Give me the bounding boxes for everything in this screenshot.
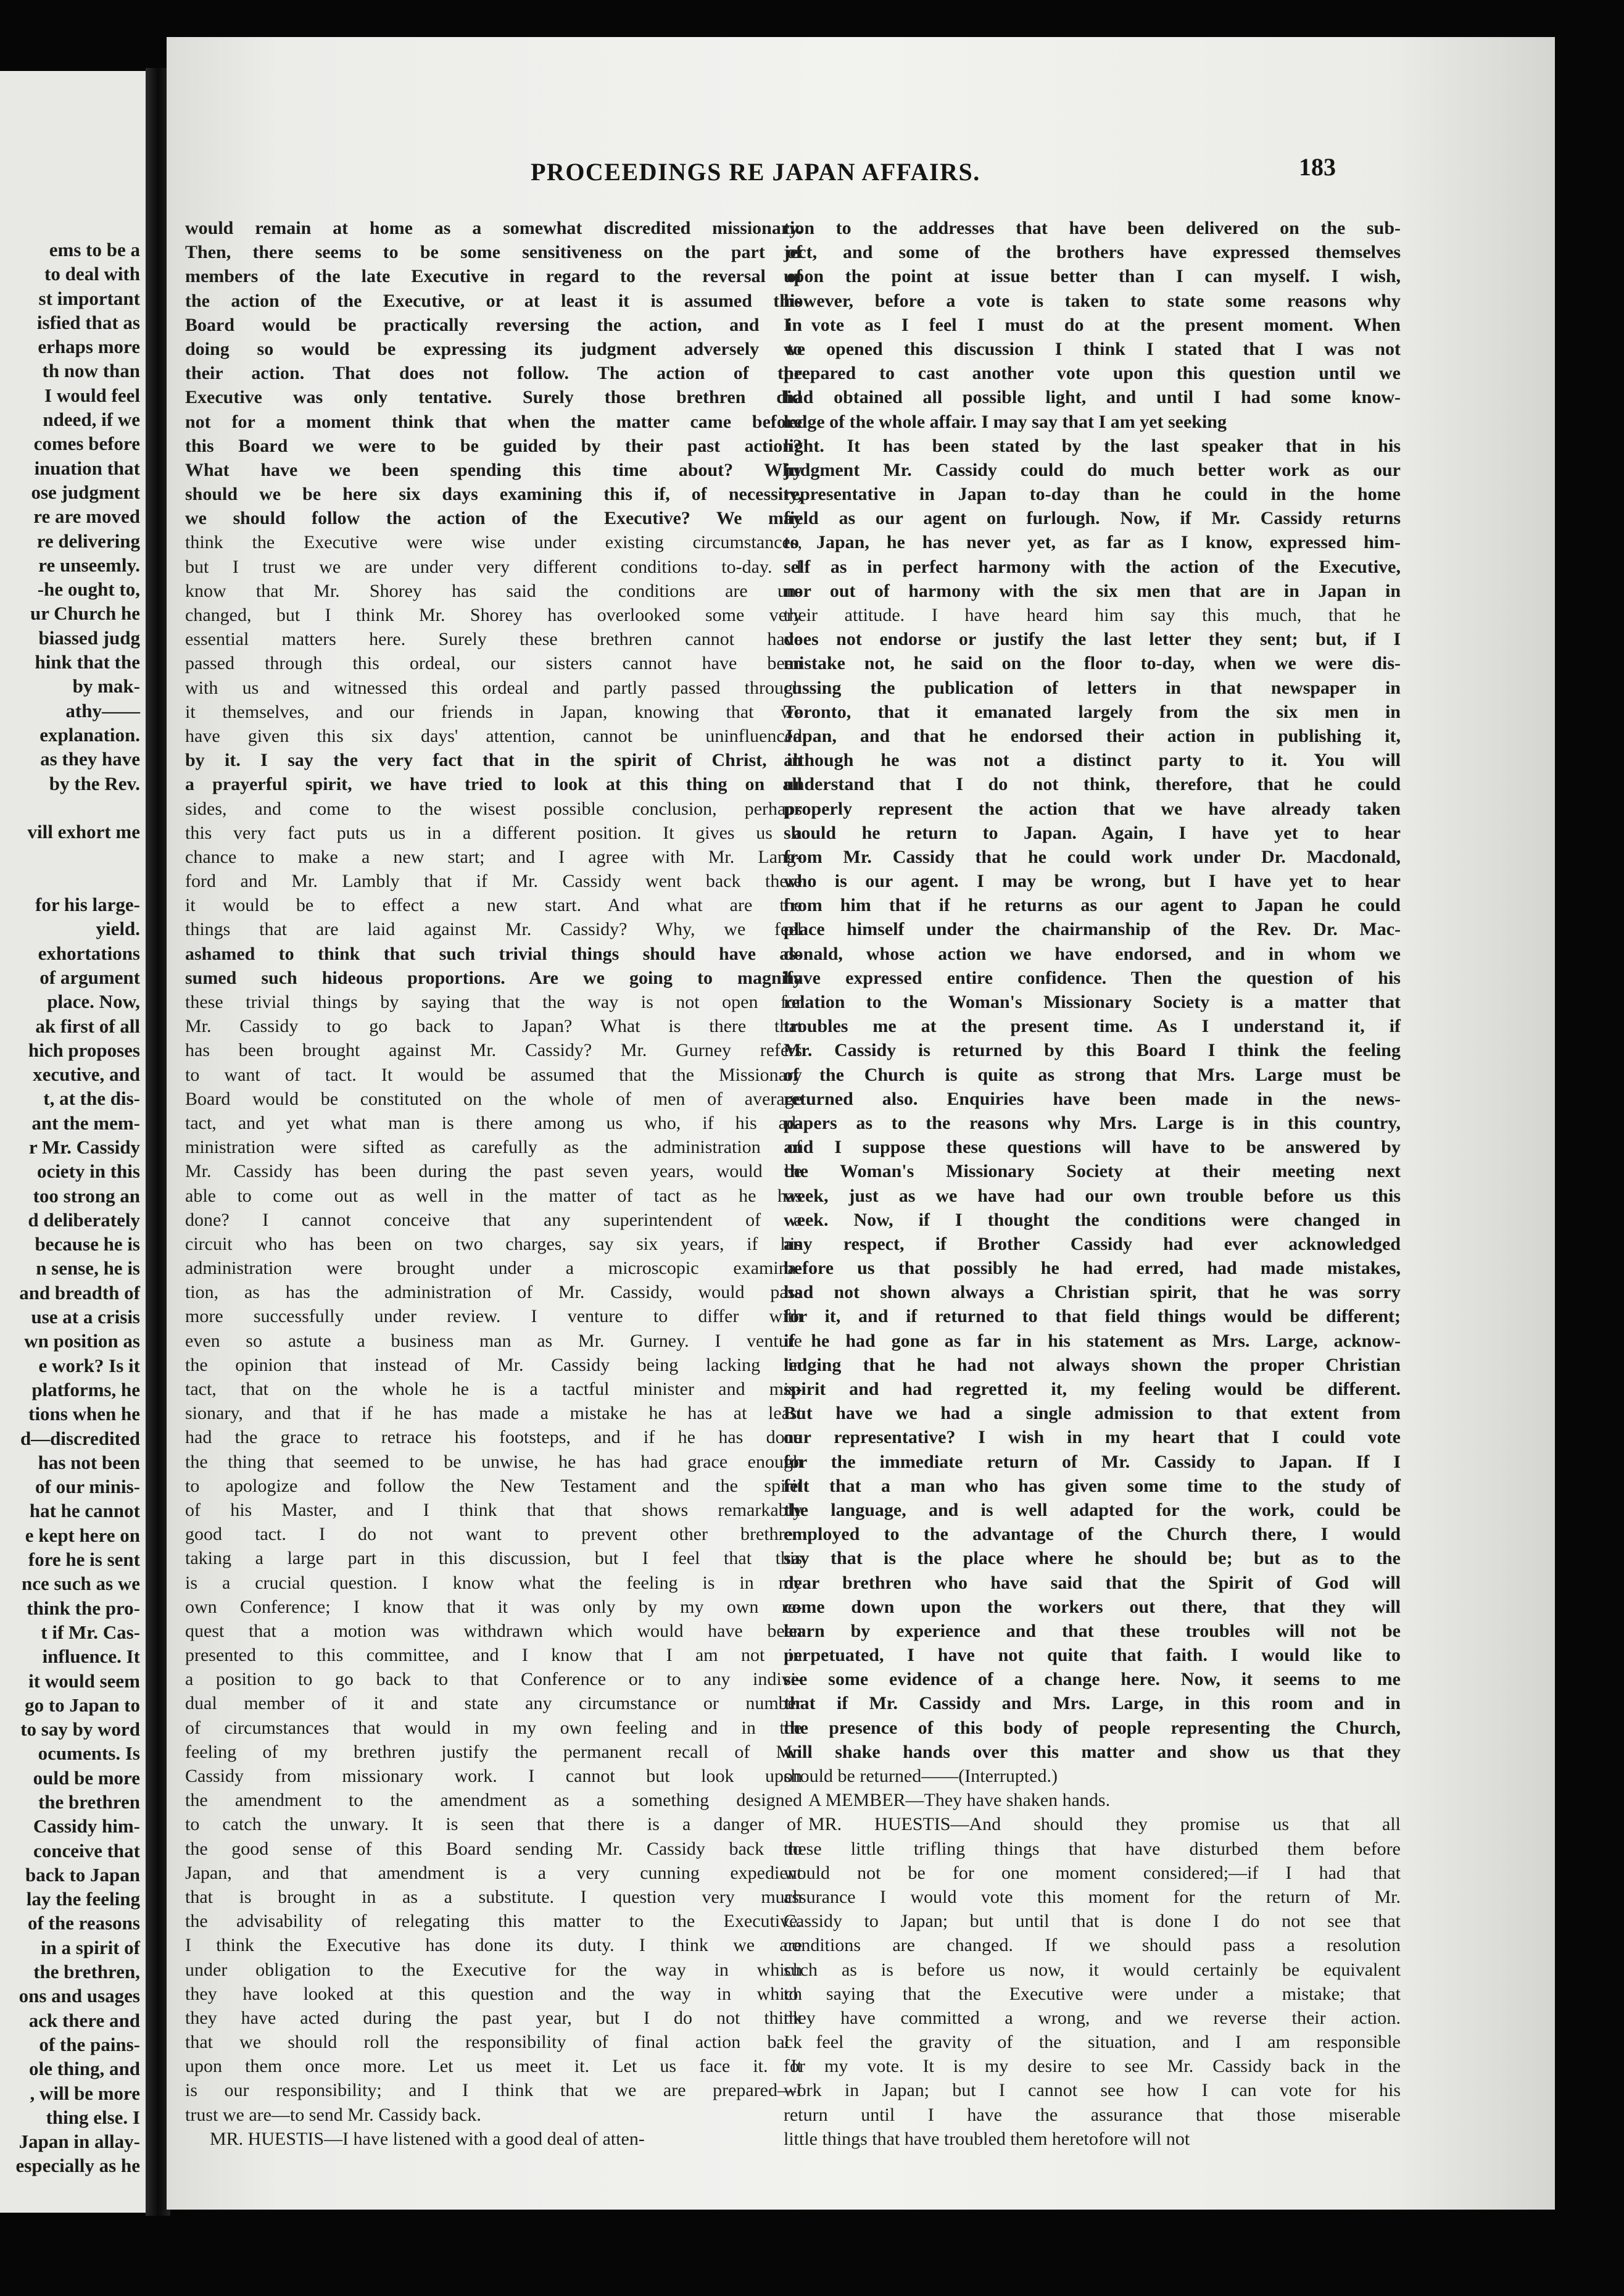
text-line: their attitude. I have heard him say this much, that he	[784, 605, 1401, 625]
previous-page-line: yield.	[96, 918, 140, 940]
text-line: these trivial things by saying that the way is not open for	[185, 992, 802, 1012]
text-line: these little trifling things that have disturbed them before	[784, 1838, 1401, 1859]
text-line: is a crucial question. I know what the feeling is in my	[185, 1572, 802, 1593]
previous-page-line: biassed judg	[38, 626, 140, 649]
previous-page-line: and breadth of	[19, 1281, 140, 1304]
text-line: of circumstances that would in my own feeling and in the	[185, 1717, 802, 1738]
previous-page-line: ose judgment	[31, 481, 140, 503]
previous-page-line: ur Church he	[30, 602, 140, 625]
text-line: sides, and come to the wisest possible conclusion, perhaps	[185, 798, 802, 819]
text-line: that if Mr. Cassidy and Mrs. Large, in this room and in	[784, 1693, 1401, 1714]
previous-page-line: st important	[38, 287, 140, 309]
text-line: Mr. Cassidy to go back to Japan? What is there that	[185, 1016, 802, 1037]
text-line: little things that have troubled them heretofore will not	[784, 2128, 1190, 2149]
text-line: prepared to cast another vote upon this question until we	[784, 363, 1401, 384]
previous-page-line	[0, 868, 140, 892]
text-line: done? I cannot conceive that any superintendent of a	[185, 1209, 802, 1230]
text-line: before us that possibly he had erred, had made mistakes,	[784, 1258, 1401, 1279]
text-line: the advisability of relegating this matter to the Executive.	[185, 1911, 802, 1932]
text-line: What have we been spending this time about? Why	[185, 459, 802, 480]
text-line: place himself under the chairmanship of the Rev. Dr. Mac-	[784, 919, 1401, 940]
previous-page-line	[0, 844, 140, 868]
previous-page-line: e work? Is it	[38, 1354, 140, 1376]
text-line: the good sense of this Board sending Mr. Cassidy back to	[185, 1838, 802, 1859]
previous-page-line: exhortations	[38, 942, 140, 964]
text-line: felt that a man who has given some time to the study of	[784, 1475, 1401, 1496]
book-page	[167, 37, 1555, 2210]
text-line: the amendment to the amendment as a something designed	[185, 1790, 802, 1811]
text-line: A MEMBER—They have shaken hands.	[808, 1790, 1111, 1811]
text-line: quest that a motion was withdrawn which would have been	[185, 1620, 802, 1641]
text-line: Cassidy to Japan; but until that is done I do not see that	[784, 1911, 1401, 1932]
text-line: light. It has been stated by the last speaker that in his	[784, 435, 1401, 456]
text-line: mistake not, he said on the floor to-day, when we were dis-	[784, 653, 1401, 674]
text-line: Toronto, that it emanated largely from the six men in	[784, 701, 1401, 722]
previous-page-line: r Mr. Cassidy	[29, 1136, 140, 1158]
text-line: dual member of it and state any circumstance or number	[185, 1693, 802, 1714]
text-line: Executive was only tentative. Surely those brethren did	[185, 387, 802, 408]
previous-page-line: -he ought to,	[37, 578, 140, 601]
text-line: should be returned——(Interrupted.)	[784, 1766, 1058, 1786]
text-line: will shake hands over this matter and show us that they	[784, 1741, 1401, 1762]
text-line: essential matters here. Surely these brethren cannot have	[185, 629, 802, 650]
text-line: feeling of my brethren justify the permanent recall of Mr.	[185, 1741, 802, 1762]
text-line: should we be here six days examining this if, of necessity,	[185, 484, 802, 505]
text-line: upon the point at issue better than I can myself. I wish,	[784, 266, 1401, 287]
previous-page-line: wn position as	[24, 1330, 140, 1352]
text-line: self as in perfect harmony with the action of the Executive,	[784, 556, 1401, 577]
text-line: who is our agent. I may be wrong, but I have yet to hear	[784, 871, 1401, 892]
text-line: that we should roll the responsibility of final action back	[185, 2032, 802, 2053]
text-line: Board would be practically reversing the action, and in	[185, 314, 802, 335]
text-line: any respect, if Brother Cassidy had ever acknowledged	[784, 1233, 1401, 1254]
previous-page-line: by the Rev.	[49, 772, 140, 794]
previous-page-line: think the pro-	[27, 1597, 140, 1619]
previous-page-line: Japan in allay-	[19, 2131, 140, 2153]
text-line: circuit who has been on two charges, say six years, if his	[185, 1233, 802, 1254]
text-line: see some evidence of a change here. Now, it seems to me	[784, 1669, 1401, 1690]
text-line: changed, but I think Mr. Shorey has overlooked some very	[185, 605, 802, 625]
text-line: know that Mr. Shorey has said the conditions are un-	[185, 580, 802, 601]
text-line: sionary, and that if he has made a mistake he has at least	[185, 1403, 802, 1424]
text-line: field as our agent on furlough. Now, if Mr. Cassidy returns	[784, 508, 1401, 529]
previous-page-line: d deliberately	[28, 1208, 140, 1231]
previous-page-line: vill exhort me	[27, 821, 140, 843]
text-line: Mr. Cassidy is returned by this Board I think the feeling	[784, 1040, 1401, 1061]
text-line: donald, whose action we have endorsed, and in whom we	[784, 943, 1401, 964]
text-line: not for a moment think that when the matter came before	[185, 411, 802, 432]
text-line: MR. HUESTIS—And should they promise us that all	[808, 1814, 1401, 1835]
text-line: spirit and had regretted it, my feeling would be different.	[784, 1379, 1401, 1399]
text-line: this very fact puts us in a different position. It gives us a	[185, 822, 802, 843]
text-line: our representative? I wish in my heart that I could vote	[784, 1427, 1401, 1448]
text-line: although he was not a distinct party to it. You will	[784, 750, 1401, 771]
previous-page-line: tions when he	[28, 1403, 140, 1425]
text-line: trust we are—to send Mr. Cassidy back.	[185, 2104, 481, 2125]
previous-page-line: ould be more	[33, 1766, 140, 1789]
text-line: papers as to the reasons why Mrs. Large is in this country,	[784, 1112, 1401, 1133]
text-line: presented to this committee, and I know that I am not in	[185, 1645, 802, 1666]
previous-page-line: influence. It	[42, 1645, 140, 1668]
text-line: to saying that the Executive were under a mistake; that	[784, 1983, 1401, 2004]
text-line: Japan, and that he endorsed their action in publishing it,	[784, 725, 1401, 746]
previous-page-line: of our minis-	[35, 1476, 140, 1498]
text-line: ledging that he had not always shown the proper Christian	[784, 1354, 1401, 1375]
text-line: the thing that seemed to be unwise, he has had grace enough	[185, 1451, 802, 1472]
text-line: have expressed entire confidence. Then the question of his	[784, 967, 1401, 988]
previous-page-line: place. Now,	[47, 991, 140, 1013]
text-line: the Woman's Missionary Society at their meeting next	[784, 1161, 1401, 1182]
text-line: I think the Executive has done its duty. I think we are	[185, 1935, 802, 1956]
text-line: to Japan, he has never yet, as far as I know, expressed him-	[784, 532, 1401, 553]
previous-page-line: ole thing, and	[28, 2058, 140, 2080]
previous-page-line: re delivering	[36, 530, 140, 552]
text-line: Japan, and that amendment is a very cunning expedient	[185, 1862, 802, 1883]
previous-page-line: especially as he	[15, 2155, 140, 2177]
text-line: for my vote. It is my desire to see Mr. Cassidy back in the	[784, 2056, 1401, 2077]
previous-page-line: because he is	[35, 1233, 140, 1255]
text-line: But have we had a single admission to that extent from	[784, 1403, 1401, 1424]
previous-page-line: nce such as we	[21, 1573, 140, 1595]
text-line: returned also. Enquiries have been made in the news-	[784, 1088, 1401, 1109]
text-line: we opened this discussion I think I stated that I was not	[784, 338, 1401, 359]
previous-page-line: of the pains-	[39, 2033, 140, 2055]
text-line: this Board we were to be guided by their past action?	[185, 435, 802, 456]
previous-page-line: to deal with	[44, 263, 140, 285]
previous-page-line: ack there and	[28, 2009, 140, 2031]
text-line: to want of tact. It would be assumed that the Missionary	[185, 1064, 802, 1085]
previous-page-line: e kept here on	[25, 1524, 140, 1546]
text-line: that is brought in as a substitute. I question very much	[185, 1886, 802, 1907]
text-line: things that are laid against Mr. Cassidy? Why, we feel	[185, 919, 802, 940]
text-line: able to come out as well in the matter of tact as he has	[185, 1185, 802, 1206]
previous-page-line: platforms, he	[31, 1378, 140, 1400]
text-line: conditions are changed. If we should pass a resolution	[784, 1935, 1401, 1956]
text-line: from him that if he returns as our agent to Japan he could	[784, 895, 1401, 916]
text-line: administration were brought under a microscopic examina-	[185, 1258, 802, 1279]
previous-page-line: ons and usages	[19, 1985, 140, 2007]
text-line: of his Master, and I think that that shows remarkably	[185, 1499, 802, 1520]
text-line: work in Japan; but I cannot see how I can vote for his	[784, 2080, 1401, 2101]
previous-page-line: hink that the	[35, 651, 140, 673]
text-line: if he had gone as far in his statement as Mrs. Large, acknow-	[784, 1330, 1401, 1351]
previous-page-line: ociety in this	[36, 1160, 140, 1183]
previous-page-line: th now than	[42, 360, 140, 382]
text-line: had obtained all possible light, and until I had some know-	[784, 387, 1401, 408]
previous-page-line: in a spirit of	[40, 1936, 140, 1958]
text-line: had the grace to retrace his footsteps, and if he has done	[185, 1427, 802, 1448]
previous-page-line: too strong an	[33, 1184, 140, 1207]
text-line: ledge of the whole affair. I may say that I am yet seeking	[784, 411, 1227, 432]
previous-page-line: re unseemly.	[38, 554, 140, 576]
text-line: for it, and if returned to that field things would be different;	[784, 1306, 1401, 1327]
text-line: by it. I say the very fact that in the spirit of Christ, in	[185, 750, 802, 771]
text-line: for the immediate return of Mr. Cassidy to Japan. If I	[784, 1451, 1401, 1472]
text-line: is our responsibility; and I think that we are prepared—I	[185, 2080, 802, 2101]
text-line: their action. That does not follow. The action of the	[185, 363, 802, 384]
text-line: had not shown always a Christian spirit, that he was sorry	[784, 1282, 1401, 1303]
text-line: Then, there seems to be some sensitiveness on the part of	[185, 242, 802, 263]
text-line: the language, and is well adapted for the work, could be	[784, 1499, 1401, 1520]
text-line: understand that I do not think, therefore, that he could	[784, 774, 1401, 795]
text-line: dear brethren who have said that the Spirit of God will	[784, 1572, 1401, 1593]
text-line: nor out of harmony with the six men that are in Japan in	[784, 580, 1401, 601]
text-line: the action of the Executive, or at least it is assumed this	[185, 290, 802, 311]
previous-page-line: inuation that	[34, 457, 140, 479]
text-line: tion to the addresses that have been delivered on the sub-	[784, 218, 1401, 238]
text-line: such as is before us now, it would certainly be equivalent	[784, 1959, 1401, 1980]
previous-page-line: t if Mr. Cas-	[41, 1621, 140, 1643]
previous-page-line: n sense, he is	[36, 1257, 140, 1279]
text-line: think the Executive were wise under existing circumstances,	[185, 532, 802, 553]
text-line: properly represent the action that we have already taken	[784, 798, 1401, 819]
text-line: I feel the gravity of the situation, and I am responsible	[784, 2032, 1401, 2053]
page-number: 183	[1299, 153, 1336, 181]
previous-page-line: ocuments. Is	[38, 1742, 140, 1765]
text-line: judgment Mr. Cassidy could do much better work as our	[784, 459, 1401, 480]
text-line: Mr. Cassidy has been during the past seven years, would be	[185, 1161, 802, 1182]
text-line: would not be for one moment considered;—if I had that	[784, 1862, 1401, 1883]
previous-page-line: re are moved	[33, 505, 140, 528]
text-line: cussing the publication of letters in that newspaper in	[784, 677, 1401, 698]
text-line: more successfully under review. I venture to differ with	[185, 1306, 802, 1327]
previous-page-line: I would feel	[44, 384, 140, 406]
text-line: we should follow the action of the Executive? We may	[185, 508, 802, 529]
previous-page-line: to say by word	[20, 1718, 140, 1741]
previous-page-line: has not been	[38, 1451, 140, 1473]
previous-page-line: of argument	[39, 966, 140, 988]
previous-page-line: ak first of all	[35, 1015, 140, 1037]
text-line: troubles me at the present time. As I understand it, if	[784, 1016, 1401, 1037]
text-line: sumed such hideous proportions. Are we going to magnify	[185, 967, 802, 988]
text-line: have given this six days' attention, cannot be uninfluenced	[185, 725, 802, 746]
text-line: employed to the advantage of the Church there, I would	[784, 1524, 1401, 1545]
text-line: and I suppose these questions will have to be answered by	[784, 1137, 1401, 1158]
previous-page-line: go to Japan to	[25, 1694, 140, 1716]
text-line: with us and witnessed this ordeal and partly passed through	[185, 677, 802, 698]
page-header	[167, 153, 1555, 194]
text-line: learn by experience and that these troubles will not be	[784, 1620, 1401, 1641]
text-line: tact, that on the whole he is a tactful minister and mis-	[185, 1379, 802, 1399]
text-line: but I trust we are under very different conditions to-day. I	[185, 556, 802, 577]
text-line: tion, as has the administration of Mr. Cassidy, would pass	[185, 1282, 802, 1303]
text-line: chance to make a new start; and I agree with Mr. Lang-	[185, 846, 802, 867]
text-line: they have acted during the past year, but I do not think	[185, 2007, 802, 2028]
text-line: should he return to Japan. Again, I have yet to hear	[784, 822, 1401, 843]
text-line: Board would be constituted on the whole of men of average	[185, 1088, 802, 1109]
text-line: I vote as I feel I must do at the present moment. When	[784, 314, 1401, 335]
text-line: ashamed to think that such trivial things should have as-	[185, 943, 802, 964]
previous-page-line: Cassidy him-	[33, 1815, 140, 1837]
text-line: upon them once more. Let us meet it. Let us face it. It	[185, 2056, 802, 2077]
previous-page-line: t, at the dis-	[43, 1088, 140, 1110]
text-line: it themselves, and our friends in Japan, knowing that we	[185, 701, 802, 722]
right-text-column	[784, 216, 1401, 2151]
previous-page-line: as they have	[40, 748, 140, 770]
text-line: they have looked at this question and the way in which	[185, 1983, 802, 2004]
previous-page-line: conceive that	[33, 1839, 140, 1861]
text-line: to catch the unwary. It is seen that there is a danger of	[185, 1814, 802, 1835]
text-line: representative in Japan to-day than he could in the home	[784, 484, 1401, 505]
text-line: members of the late Executive in regard to the reversal of	[185, 266, 802, 287]
previous-page-line: xecutive, and	[33, 1063, 140, 1086]
previous-page-text	[0, 238, 140, 2178]
text-line: ject, and some of the brothers have expressed themselves	[784, 242, 1401, 263]
previous-page-line: use at a crisis	[31, 1306, 140, 1328]
text-line: tact, and yet what man is there among us who, if his ad-	[185, 1112, 802, 1133]
previous-page-line: ndeed, if we	[43, 409, 140, 431]
text-line: ford and Mr. Lambly that if Mr. Cassidy went back there	[185, 871, 802, 892]
text-line: passed through this ordeal, our sisters cannot have been	[185, 653, 802, 674]
previous-page-line: it would seem	[28, 1670, 140, 1692]
left-text-column	[185, 216, 802, 2151]
text-line: Cassidy from missionary work. I cannot but look upon	[185, 1766, 802, 1786]
text-line: to apologize and follow the New Testament and the spirit	[185, 1475, 802, 1496]
text-line: own Conference; I know that it was only by my own re-	[185, 1596, 802, 1617]
previous-page-line: ems to be a	[49, 239, 140, 260]
text-line: even so astute a business man as Mr. Gurney. I venture	[185, 1330, 802, 1351]
text-line: it would be to effect a new start. And what are the	[185, 895, 802, 916]
text-line: the opinion that instead of Mr. Cassidy being lacking in	[185, 1354, 802, 1375]
text-line: week. Now, if I thought the conditions were changed in	[784, 1209, 1401, 1230]
previous-page-line: comes before	[33, 433, 140, 455]
text-line: of the Church is quite as strong that Mrs. Large must be	[784, 1064, 1401, 1085]
previous-page-line: d—discredited	[20, 1427, 140, 1449]
previous-page-line: of the reasons	[28, 1912, 140, 1934]
text-line: doing so would be expressing its judgment adversely to	[185, 338, 802, 359]
text-line: perpetuated, I have not quite that faith. I would like to	[784, 1645, 1401, 1666]
text-line: does not endorse or justify the last letter they sent; but, if I	[784, 629, 1401, 650]
text-line: come down upon the workers out there, that they will	[784, 1596, 1401, 1617]
running-title: PROCEEDINGS RE JAPAN AFFAIRS.	[531, 158, 980, 186]
text-line: from Mr. Cassidy that he could work under Dr. Macdonald,	[784, 846, 1401, 867]
previous-page-line: hat he cannot	[29, 1500, 140, 1522]
text-line: week, just as we have had our own trouble before us this	[784, 1185, 1401, 1206]
previous-page-line	[0, 796, 140, 820]
previous-page-line: the brethren	[38, 1791, 140, 1813]
text-line: under obligation to the Executive for the way in which	[185, 1959, 802, 1980]
text-line: MR. HUESTIS—I have listened with a good deal of atten-	[210, 2128, 645, 2149]
text-line: taking a large part in this discussion, but I feel that this	[185, 1548, 802, 1569]
text-line: good tact. I do not want to prevent other brethren	[185, 1524, 802, 1545]
previous-page-line: by mak-	[72, 675, 140, 697]
previous-page-line: athy——	[65, 699, 140, 722]
text-line: has been brought against Mr. Cassidy? Mr. Gurney refers	[185, 1040, 802, 1061]
text-line: relation to the Woman's Missionary Society is a matter that	[784, 992, 1401, 1012]
text-line: ministration were sifted as carefully as the administration of	[185, 1137, 802, 1158]
previous-page-line: the brethren,	[33, 1961, 140, 1983]
previous-page-line: back to Japan	[25, 1863, 140, 1886]
text-line: say that is the place where he should be; but as to the	[784, 1548, 1401, 1569]
text-line: however, before a vote is taken to state some reasons why	[784, 290, 1401, 311]
text-line: assurance I would vote this moment for the return of Mr.	[784, 1886, 1401, 1907]
previous-page-line: isfied that as	[36, 311, 140, 333]
previous-page-line: explanation.	[39, 723, 140, 746]
previous-page-line: hich proposes	[28, 1039, 140, 1061]
text-line: a prayerful spirit, we have tried to look at this thing on all	[185, 774, 802, 795]
text-line: return until I have the assurance that those miserable	[784, 2104, 1401, 2125]
previous-page-fragment	[0, 71, 151, 2213]
previous-page-line: lay the feeling	[26, 1888, 140, 1910]
text-line: a position to go back to that Conference or to any indivi-	[185, 1669, 802, 1690]
previous-page-line: ant the mem-	[31, 1112, 140, 1134]
previous-page-line: , will be more	[30, 2082, 140, 2104]
previous-page-line: for his large-	[35, 894, 140, 916]
text-line: the presence of this body of people representing the Church,	[784, 1717, 1401, 1738]
previous-page-line: erhaps more	[38, 336, 140, 358]
text-line: would remain at home as a somewhat discredited missionary.	[185, 218, 802, 238]
previous-page-line: fore he is sent	[28, 1549, 140, 1571]
text-line: they have committed a wrong, and we reverse their action.	[784, 2007, 1401, 2028]
previous-page-line: thing else. I	[46, 2106, 140, 2128]
